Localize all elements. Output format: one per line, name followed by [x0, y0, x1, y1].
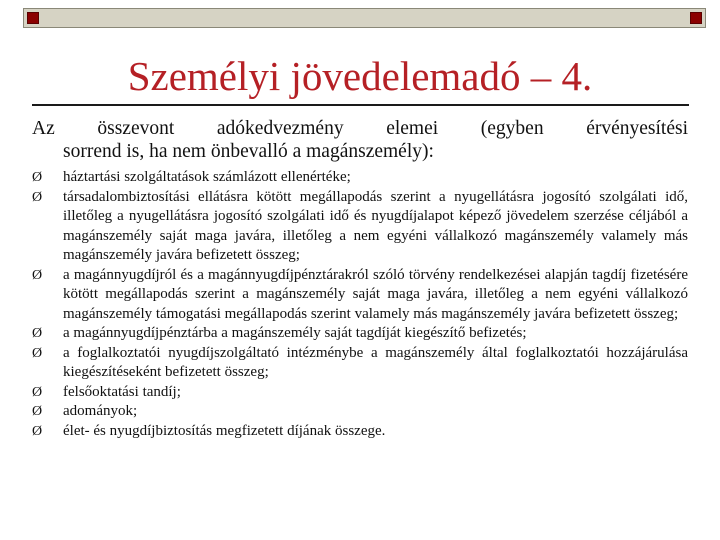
deduction-list: [32, 168, 688, 441]
list-item: [32, 168, 688, 188]
list-item-text: a foglalkoztatói nyugdíjszolgáltató intézménybe a magánszemély által foglalkoztatói hozzájárulása kiegészítéseként befizetett összeg;: [63, 344, 688, 380]
list-item: [32, 188, 688, 266]
list-item: [32, 402, 688, 422]
decorative-top-bar: [23, 8, 706, 28]
arrow-bullet-icon: Ø: [32, 326, 43, 341]
list-item-text: a magánnyugdíjpénztárba a magánszemély saját tagdíját kiegészítő befizetés;: [63, 325, 527, 341]
slide-title: Személyi jövedelemadó – 4.: [127, 53, 593, 99]
list-item-text: felsőoktatási tandíj;: [63, 383, 181, 400]
arrow-bullet-icon: Ø: [32, 345, 43, 361]
arrow-bullet-icon: Ø: [32, 384, 43, 400]
arrow-bullet-icon: Ø: [32, 189, 43, 205]
list-item: [32, 344, 688, 383]
list-item-text: társadalombiztosítási ellátásra kötött megállapodás szerint a nyugellátásra jogosító szolgálati idő, illetőleg a nyugellátásra jogosító szolgálati idő és nyugdíjalapot képező jövedelem szerzése céljából a magánszemély saját maga javára, illetőleg a nem egyéni vállalkozó magánszemély valamely más magánszemély javára befizetett összeg;: [63, 188, 688, 263]
list-item-text: élet- és nyugdíjbiztosítás megfizetett díjának összege.: [63, 422, 386, 439]
title-divider: [32, 104, 689, 106]
list-item-text: háztartási szolgáltatások számlázott ellenértéke;: [63, 169, 351, 185]
list-item-text: a magánnyugdíjról és a magánnyugdíjpénztárakról szóló törvény rendelkezései alapján tagdíj fizetésére kötött megállapodás szerint a magánszemély saját maga javára, illetőleg a nem egyéni vállalkozó magánszemély támogatási megállapodás szerint valamely más magánszemély javára befizetett összeg;: [63, 266, 688, 322]
list-item: [32, 422, 688, 442]
list-item: [32, 266, 688, 325]
list-item: [32, 324, 688, 344]
arrow-bullet-icon: Ø: [32, 267, 43, 283]
intro-line-1: Az összevont adókedvezmény elemei (egyben érvényesítési: [32, 118, 688, 139]
intro-line-2: sorrend is, ha nem önbevalló a magánszemély):: [63, 141, 434, 162]
arrow-bullet-icon: Ø: [32, 404, 43, 419]
decorative-square-right: [690, 12, 702, 24]
arrow-bullet-icon: Ø: [32, 423, 43, 439]
intro-text: [32, 117, 688, 163]
arrow-bullet-icon: Ø: [32, 170, 43, 185]
decorative-square-left: [27, 12, 39, 24]
list-item: [32, 383, 688, 403]
list-item-text: adományok;: [63, 403, 138, 419]
